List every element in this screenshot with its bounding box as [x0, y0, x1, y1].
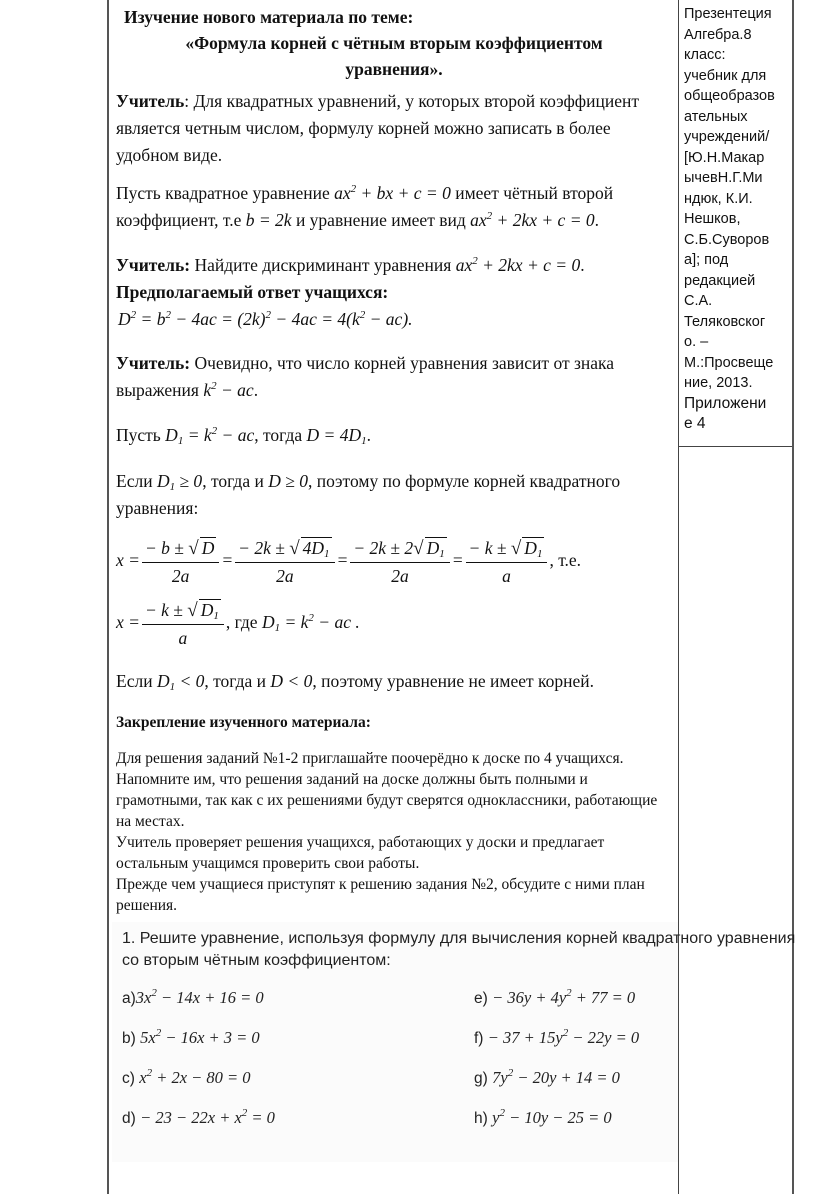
- lesson-title: [116, 4, 672, 82]
- text: Пусть: [116, 425, 166, 445]
- paragraph-even-coefficient: [116, 180, 672, 234]
- formula-d1-ge-0: $D_1 \ge 0$: [156, 471, 203, 493]
- text: .: [253, 380, 259, 400]
- text: .: [580, 255, 585, 275]
- appendix-line-1: Приложени: [684, 394, 767, 412]
- text: , тогда: [254, 425, 307, 445]
- formula-b-equals-2k: b = 2k: [245, 210, 292, 230]
- reference-line: ндюк, К.И.: [684, 190, 753, 207]
- appendix-line-2: е 4: [684, 415, 706, 432]
- formula-equation: $ax^2 + 2kx + c = 0$: [455, 255, 581, 275]
- formula-roots-final: x = $\frac{- k \pm √ D_1}{a}$ , где $D_1 = k^2$ − ac .: [116, 600, 360, 648]
- equation-a: $a)3x^2 - 14x + 16 = 0$: [122, 987, 264, 1007]
- reference-line: Презентеция: [684, 6, 772, 22]
- consolidation-paragraph-3: Прежде чем учащиеся приступят к решению задания №2, обсудите с ними план решения.: [116, 876, 645, 914]
- consolidation-paragraph-2: Учитель проверяет решения учащихся, работающих у доски и предлагает остальным учащимся проверить свои работы.: [116, 834, 605, 872]
- formula-d1-lt-0: $D_1 < 0$: [156, 671, 205, 693]
- consolidation-heading: Закрепление изученного материала:: [116, 714, 371, 731]
- formula-d-4d1: $D = 4D_1$: [306, 425, 367, 447]
- title-line-3: уравнения».: [345, 59, 443, 79]
- text: Очевидно, что число корней уравнения зависит от знака выражения: [116, 353, 615, 400]
- consolidation-paragraph-1: Для решения заданий №1-2 приглашайте поочерёдно к доске по 4 учащихся. Напомните им, что решения заданий на доске должны быть полными и грамотными, так как с их решениями будут сверятся одноклассники, работающие на местах.: [116, 750, 658, 830]
- reference-line: а]; под: [684, 252, 729, 268]
- text: , т.е.: [549, 550, 582, 571]
- reference-line: С.А.: [684, 293, 713, 309]
- text: Если: [116, 671, 157, 691]
- text: .: [366, 425, 371, 445]
- formula-d-lt-0: D < 0: [270, 671, 313, 691]
- paragraph-discriminant: [116, 252, 672, 333]
- text: , поэтому уравнение не имеет корней.: [312, 671, 595, 691]
- reference-line: общеобразов: [684, 88, 775, 104]
- reference-line: ние, 2013.: [684, 375, 753, 391]
- formula-quadratic-2k: $ax^2 + 2kx + c = 0$: [470, 210, 595, 230]
- reference-line: М.:Просвеще: [684, 354, 774, 371]
- reference-line: [Ю.Н.Макар: [684, 149, 765, 166]
- text: , поэтому по формуле корней квадратного уравнения:: [116, 471, 621, 518]
- equation-label: d): [122, 1110, 136, 1127]
- expected-answer-label: Предполагаемый ответ учащихся:: [116, 282, 389, 302]
- equation-f: $f) - 37 + 15y^2 - 22y = 0$: [474, 1027, 640, 1047]
- formula-d-ge-0: D ≥ 0: [268, 471, 308, 491]
- text: , тогда и: [204, 671, 271, 691]
- paragraph-text: : Для квадратных уравнений, у которых второй коэффициент является четным числом, формулу корней можно записать в более удобном виде.: [116, 91, 639, 165]
- formula-roots-derivation: x = $\frac{- b \pm √ D}{2a}$ = $\frac{- 2k \pm √ 4D_1}{2a}$ = $\frac{- 2k \pm 2√ D_1}{2a}$ = $\frac{- k \pm √ D_1}{a}$ , т.е.: [116, 538, 582, 586]
- formula-d1: $D_1 = k^2$ − ac: [165, 425, 255, 447]
- reference-line: С.Б.Суворов: [684, 231, 770, 248]
- reference-line: ычевН.Г.Ми: [684, 170, 763, 186]
- equation-g: g) $7y^2 - 20y + 14 = 0$: [474, 1067, 620, 1087]
- equation-b: b) $5x^2 - 16x + 3 = 0$: [122, 1027, 260, 1047]
- speaker-label: Учитель:: [116, 353, 191, 373]
- reference-line: Теляковског: [684, 313, 766, 330]
- paragraph-d1: [116, 422, 672, 449]
- reference-line: о. –: [684, 334, 709, 350]
- reference-line: ательных: [684, 108, 748, 125]
- equation-h: h) $y^2 - 10y - 25 = 0$: [474, 1107, 612, 1127]
- reference-line: Нешков,: [684, 211, 741, 227]
- paragraph-roots: [116, 468, 672, 522]
- equation-label: f): [474, 1030, 484, 1047]
- equation-label: c): [122, 1070, 135, 1087]
- formula-quadratic: $ax^2$ + bx + c = 0: [334, 183, 451, 203]
- text: имеет чётный второй коэффициент, т.е: [116, 183, 614, 230]
- text: , тогда и: [202, 471, 269, 491]
- equation-label: e): [474, 990, 488, 1007]
- speaker-label: Учитель: [116, 91, 185, 111]
- reference-line: Алгебра.8: [684, 26, 752, 43]
- equation-label: b): [122, 1030, 136, 1047]
- task-heading-line-2: со вторым чётным коэффициентом:: [122, 952, 391, 969]
- formula-k2-ac: $k^2$ − ac: [203, 380, 254, 400]
- text: .: [594, 210, 600, 230]
- equation-label: g): [474, 1070, 488, 1087]
- table-border-right: [792, 0, 794, 1194]
- equation-e: $e) - 36y + 4y^2 + 77 = 0$: [474, 987, 636, 1007]
- table-border-left: [107, 0, 109, 1194]
- text: Пусть квадратное уравнение: [116, 183, 335, 203]
- title-line-1: Изучение нового материала по теме:: [124, 7, 414, 27]
- paragraph-teacher-intro: [116, 88, 672, 169]
- task-heading: [122, 928, 796, 972]
- title-line-2: «Формула корней с чётным вторым коэффициентом: [185, 33, 603, 53]
- consolidation-text: [116, 748, 672, 916]
- text: и уравнение имеет вид: [291, 210, 471, 230]
- table-border-middle: [678, 0, 679, 1194]
- equation-label: h): [474, 1110, 488, 1127]
- formula-discriminant: $D^2 = b^2 - 4ac = (2k)^2 - 4ac = 4(k^2 - ac)$.: [118, 309, 413, 329]
- reference-line: учреждений/: [684, 129, 770, 145]
- equation-d: $d) - 23 - 22x + x^2 = 0$: [122, 1107, 275, 1127]
- paragraph-sign: [116, 350, 672, 404]
- text: Найдите дискриминант уравнения: [190, 255, 456, 275]
- reference-line: класс:: [684, 47, 726, 63]
- reference-line: учебник для: [684, 67, 767, 84]
- sidebar-reference: [684, 4, 790, 435]
- equation-label: a): [122, 990, 136, 1007]
- text: Если: [116, 471, 157, 491]
- sidebar-cell-divider: [679, 446, 792, 447]
- speaker-label: Учитель:: [116, 255, 191, 275]
- equation-c: c) $x^2 + 2x - 80 = 0$: [122, 1067, 251, 1087]
- reference-line: редакцией: [684, 272, 756, 289]
- text: , где: [225, 612, 262, 633]
- task-heading-line-1: 1. Решите уравнение, используя формулу для вычисления корней квадратного уравнения: [122, 930, 796, 947]
- paragraph-no-roots: [116, 668, 672, 695]
- task-image: [112, 922, 796, 1162]
